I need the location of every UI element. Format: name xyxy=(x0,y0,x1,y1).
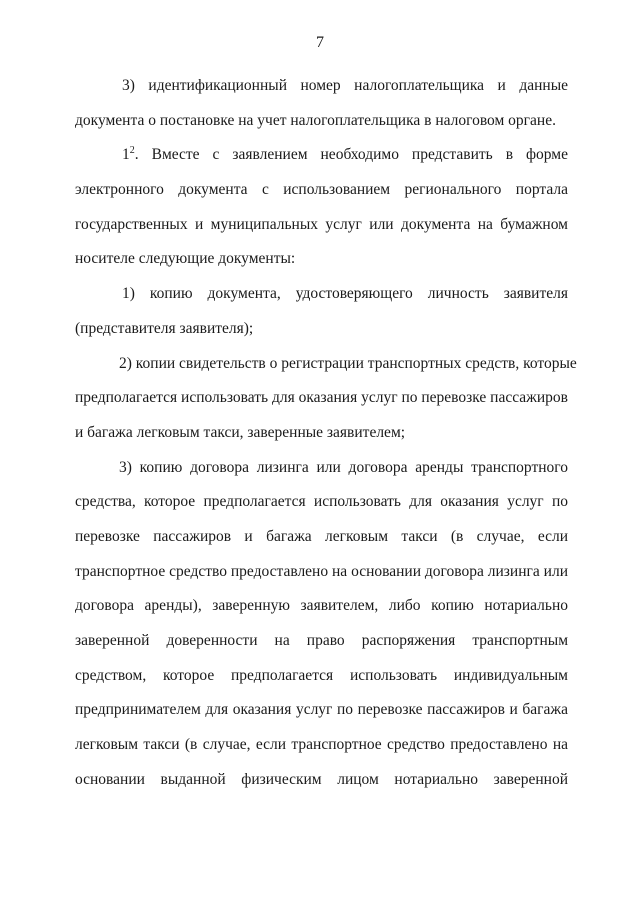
paragraph xyxy=(75,277,568,346)
text-line: договора аренды), заверенную заявителем, либо копию нотариально xyxy=(75,597,568,615)
text-line: основании выданной физическим лицом нотариально заверенной xyxy=(75,770,568,788)
page-number: 7 xyxy=(316,34,324,51)
text-line: государственных и муниципальных услуг или документа на бумажном xyxy=(75,215,568,233)
text-line: электронного документа с использованием регионального портала xyxy=(75,181,568,199)
text-line xyxy=(75,138,568,173)
paragraph xyxy=(75,347,577,451)
document-body xyxy=(75,69,577,797)
text-line: перевозке пассажиров и багажа легковым такси (в случае, если xyxy=(75,527,568,545)
text-line: 1) копию документа, удостоверяющего личность заявителя xyxy=(122,285,568,303)
text-line: предполагается использовать для оказания услуг по перевозке пассажиров xyxy=(75,389,568,407)
text-line: документа о постановке на учет налогоплательщика в налоговом органе. xyxy=(75,111,556,129)
paragraph xyxy=(75,69,568,138)
text-line: заверенной доверенности на право распоряжения транспортным xyxy=(75,632,568,649)
text-line: предпринимателем для оказания услуг по перевозке пассажиров и багажа xyxy=(75,701,568,719)
text-line: средством, которое предполагается использовать индивидуальным xyxy=(75,666,568,684)
text-line: легковым такси (в случае, если транспортное средство предоставлено на xyxy=(75,736,568,754)
text-line: 3) копию договора лизинга или договора аренды транспортного xyxy=(119,458,568,476)
text-line: (представителя заявителя); xyxy=(75,319,254,337)
text-line: транспортное средство предоставлено на основании договора лизинга или xyxy=(75,562,568,580)
paragraph xyxy=(75,138,568,277)
text-fragment: . Вместе с заявлением необходимо представить в форме xyxy=(134,146,568,164)
item-number: 1 xyxy=(122,146,130,164)
text-line: и багажа легковым такси, заверенные заявителем; xyxy=(75,423,406,441)
text-line: носителе следующие документы: xyxy=(75,250,296,268)
paragraph xyxy=(75,451,568,798)
text-line: средства, которое предполагается использовать для оказания услуг по xyxy=(75,493,568,511)
item-number-superscript: 2 xyxy=(129,145,135,157)
text-line: 2) копии свидетельств о регистрации транспортных средств, которые xyxy=(119,354,577,372)
text-line: 3) идентификационный номер налогоплательщика и данные xyxy=(122,77,568,94)
